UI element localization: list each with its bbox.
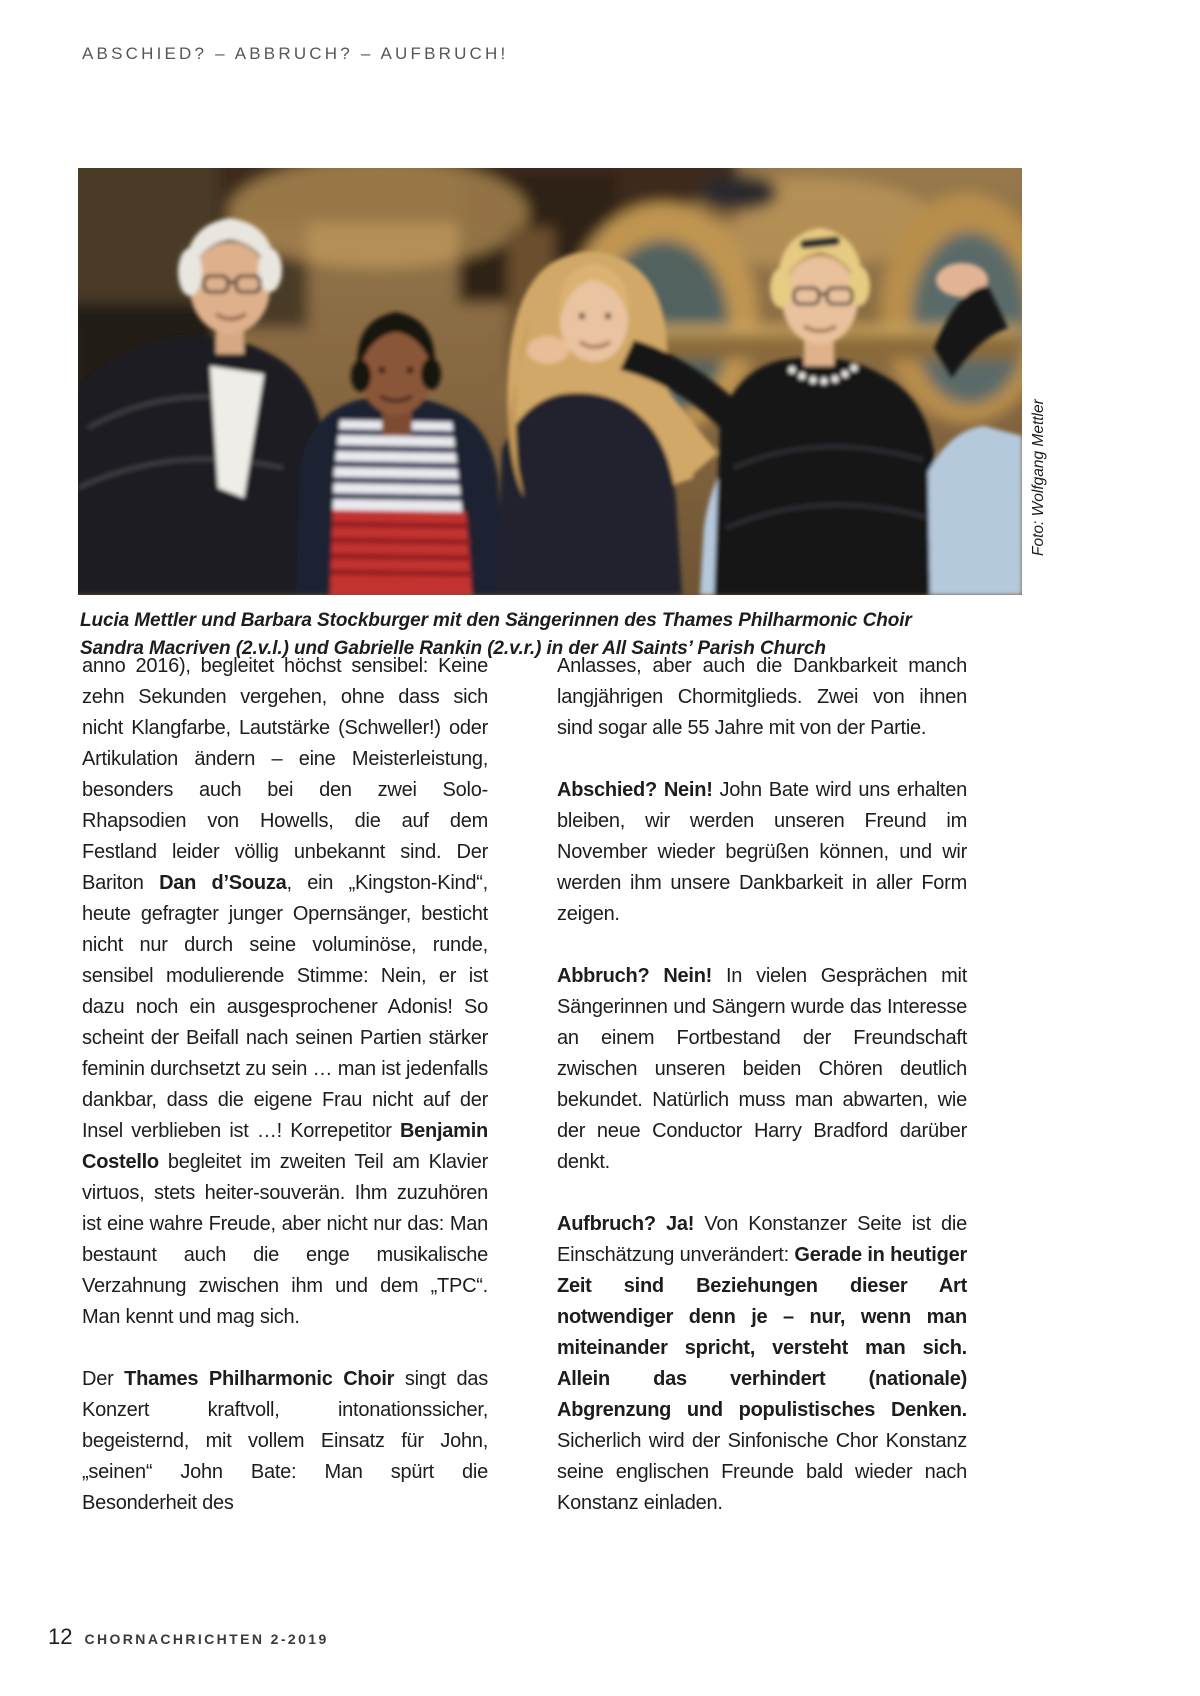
paragraph: Anlasses, aber auch die Dankbarkeit manch langjährigen Chormitglieds. Zwei von ihnen sind sogar alle 55 Jahre mit von der Partie. — [557, 655, 967, 739]
paragraph: anno 2016), begleitet höchst sensibel: Keine zehn Sekunden vergehen, ohne dass sich nicht Klangfarbe, Lautstärke (Schweller!) oder Artikulation ändern – eine Meisterleistung, besonders auch bei den zwei Solo-Rhapsodien von Howells, die auf dem Festland leider völlig unbekannt sind. Der Bariton Dan d’Souza, ein „Kingston-Kind“, heute gefragter junger Opernsänger, besticht nicht nur durch seine voluminöse, runde, sensibel modulierende Stimme: Nein, er ist dazu noch ein ausgesprochener Adonis! So scheint der Beifall nach seinen Partien stärker feminin durchsetzt zu sein … man ist jedenfalls dankbar, dass die eigene Frau nicht auf der Insel verblieben ist …! Korrepetitor Benjamin Costello begleitet im zweiten Teil am Klavier virtuos, stets heiter-souverän. Ihm zuzuhören ist eine wahre Freude, aber nicht nur das: Man bestaunt auch die enge musikalische Verzahnung zwischen ihm und dem „TPC“. Man kennt und mag sich. — [82, 655, 488, 1328]
paragraph: Abschied? Nein! John Bate wird uns erhalten bleiben, wir werden unseren Freund im November wieder begrüßen können, und wir werden ihm unsere Dankbarkeit in aller Form zeigen. — [557, 779, 967, 925]
article-column-left — [82, 651, 488, 1519]
paragraph: Abbruch? Nein! In vielen Gesprächen mit Sängerinnen und Sängern wurde das Interesse an einem Fortbestand der Freundschaft zwischen unseren beiden Chören deutlich bekundet. Natürlich muss man abwarten, wie der neue Conductor Harry Bradford darüber denkt. — [557, 965, 967, 1173]
photo-illustration — [78, 168, 1022, 595]
photo-credit: Foto: Wolfgang Mettler — [1030, 399, 1047, 556]
article-column-right — [557, 651, 967, 1519]
photo-caption: Lucia Mettler und Barbara Stockburger mit den Sängerinnen des Thames Philharmonic Choir Sandra Macriven (2.v.l.) und Gabrielle Rankin (2.v.r.) in der All Saints’ Parish Church — [80, 610, 912, 659]
page-number: 12 — [48, 1624, 73, 1649]
paragraph: Der Thames Philharmonic Choir singt das Konzert kraftvoll, intonationssicher, begeisternd, mit vollem Einsatz für John, „seinen“ John Bate: Man spürt die Besonderheit des — [82, 1368, 489, 1514]
paragraph: Aufbruch? Ja! Von Konstanzer Seite ist die Einschätzung unverändert: Gerade in heutiger Zeit sind Beziehungen dieser Art notwendiger denn je – nur, wenn man miteinander spricht, versteht man sich. Allein das verhindert (nationale) Abgrenzung und populistisches Denken. Sicherlich wird der Sinfonische Chor Konstanz seine englischen Freunde bald wieder nach Konstanz einladen. — [557, 1213, 967, 1514]
page-footer — [48, 1624, 329, 1650]
article-body — [82, 651, 967, 1519]
article-photo — [78, 168, 1022, 595]
page-kicker: ABSCHIED? – ABBRUCH? – AUFBRUCH! — [82, 44, 509, 63]
journal-title: CHORNACHRICHTEN 2-2019 — [84, 1631, 329, 1647]
